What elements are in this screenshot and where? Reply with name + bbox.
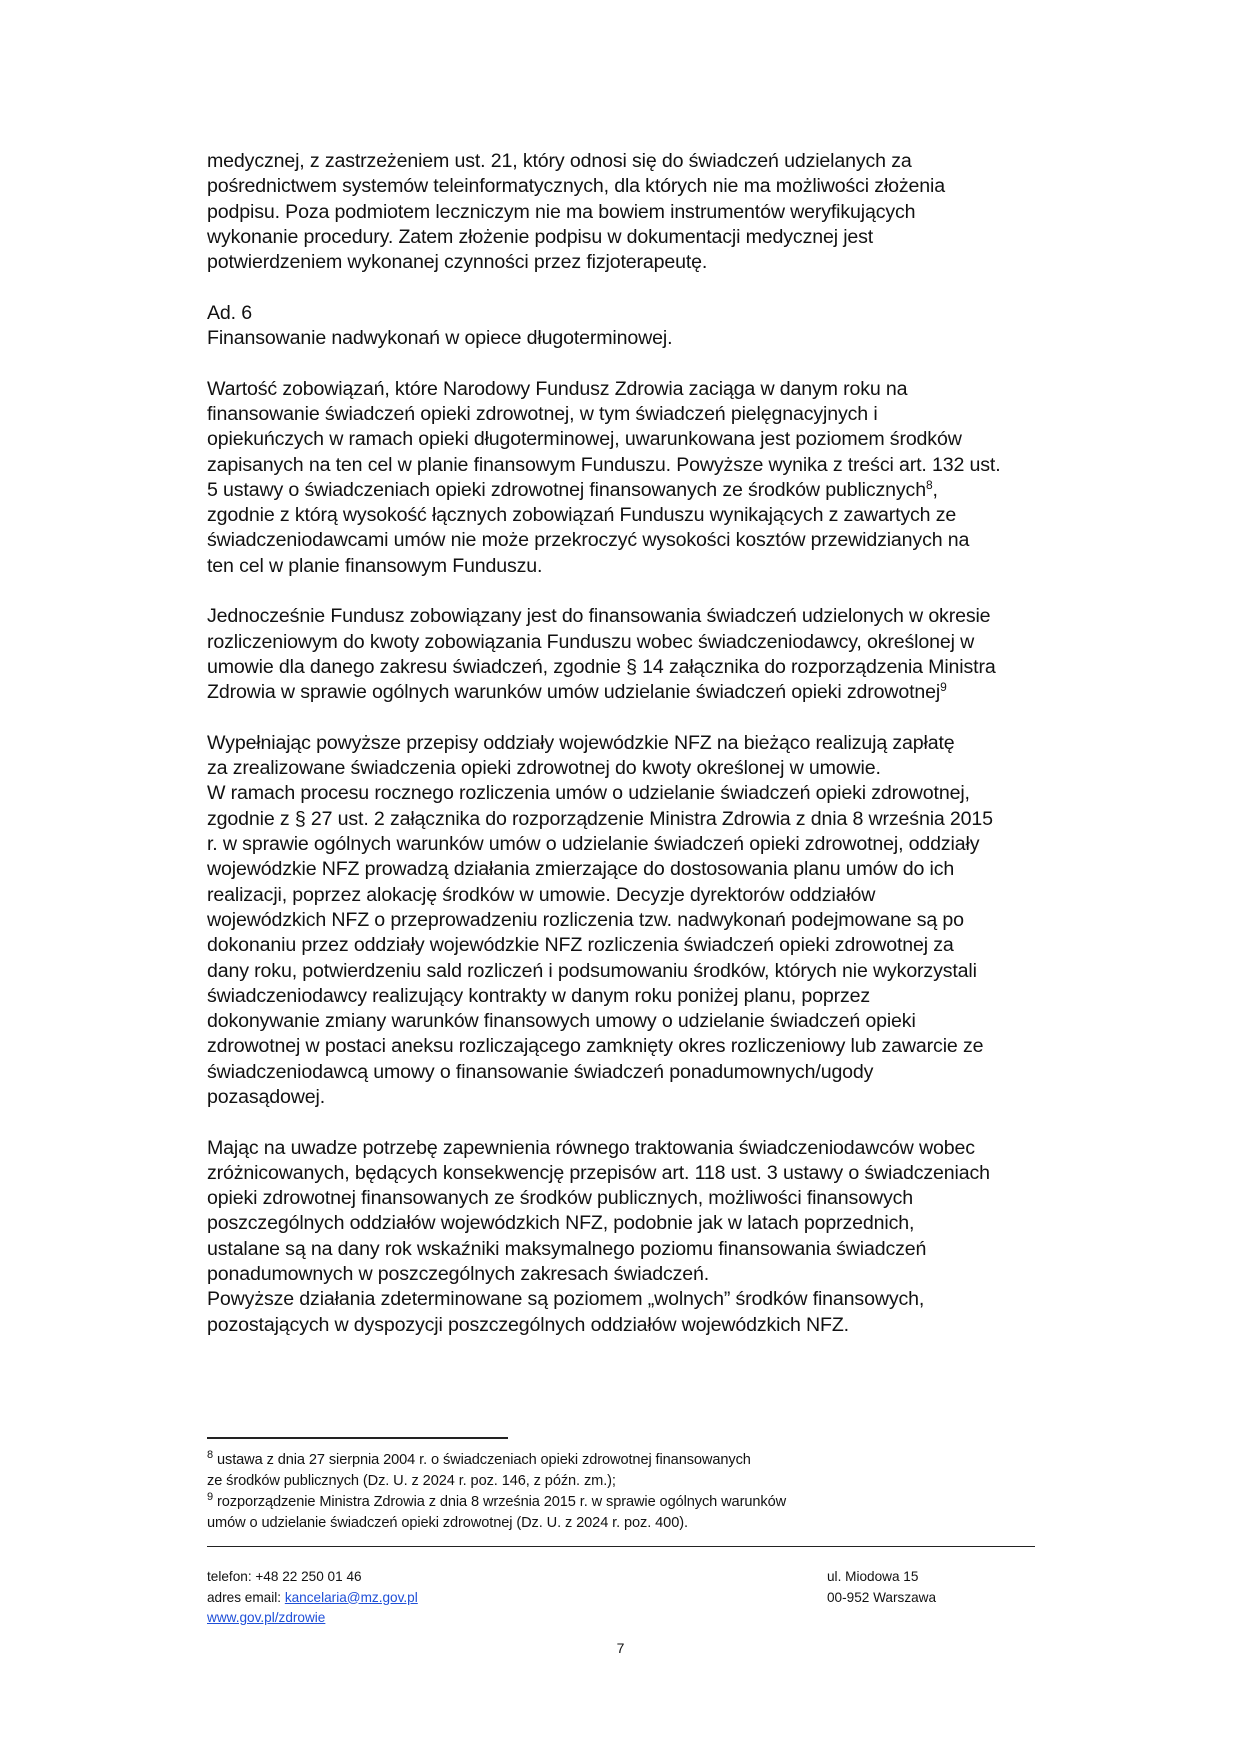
paragraph-line: medycznej, z zastrzeżeniem ust. 21, który odnosi się do świadczeń udzielanych za — [207, 150, 912, 172]
paragraph-line: dokonywanie zmiany warunków finansowych umowy o udzielanie świadczeń opieki — [207, 1010, 916, 1033]
footnote-8-cont: ze środków publicznych (Dz. U. z 2024 r. poz. 146, z późn. zm.); — [207, 1473, 616, 1489]
paragraph-line: ten cel w planie finansowym Funduszu. — [207, 554, 543, 577]
section-label: Ad. 6 — [207, 301, 253, 324]
line-text: Zdrowia w sprawie ogólnych warunków umów udzielanie świadczeń opieki zdrowotnej — [207, 681, 941, 704]
paragraph-line: potwierdzeniem wykonanej czynności przez fizjoterapeutę. — [207, 251, 708, 274]
footnote-9-cont: umów o udzielanie świadczeń opieki zdrowotnej (Dz. U. z 2024 r. poz. 400). — [207, 1515, 688, 1531]
line-text: 5 ustawy o świadczeniach opieki zdrowotnej finansowanych ze środków publicznych — [207, 478, 926, 501]
paragraph-line: zdrowotnej w postaci aneksu rozliczającego zamknięty okres rozliczeniowy lub zawarcie ze — [207, 1035, 984, 1058]
paragraph-line — [207, 478, 1037, 503]
paragraph-line: pozostających w dyspozycji poszczególnych oddziałów wojewódzkich NFZ. — [207, 1313, 849, 1336]
paragraph-line: finansowanie świadczeń opieki zdrowotnej, w tym świadczeń pielęgnacyjnych i — [207, 402, 878, 425]
footnote-ref-8[interactable]: 8 — [925, 477, 933, 492]
footnote-ref-9[interactable]: 9 — [940, 680, 947, 695]
paragraph-line: zróżnicowanych, będących konsekwencję przepisów art. 118 ust. 3 ustawy o świadczeniach — [207, 1161, 990, 1184]
paragraph-line: opieki zdrowotnej finansowanych ze środków publicznych, możliwości finansowych — [207, 1187, 913, 1210]
paragraph-line: W ramach procesu rocznego rozliczenia umów o udzielanie świadczeń opieki zdrowotnej, — [207, 782, 970, 805]
paragraph-line: pośrednictwem systemów teleinformatycznych, dla których nie ma możliwości złożenia — [207, 175, 945, 198]
footnotes — [207, 1450, 1037, 1534]
paragraph-line — [207, 680, 1037, 705]
paragraph-line: Powyższe działania zdeterminowane są poziomem „wolnych” środków finansowych, — [207, 1288, 925, 1311]
footnote-text: rozporządzenie Ministra Zdrowia z dnia 8 września 2015 r. w sprawie ogólnych warunków — [213, 1494, 787, 1510]
paragraph-line: Jednocześnie Fundusz zobowiązany jest do finansowania świadczeń udzielonych w okresie — [207, 605, 991, 628]
paragraph-line: umowie dla danego zakresu świadczeń, zgodnie § 14 załącznika do rozporządzenia Ministra — [207, 655, 996, 678]
footnote-8 — [207, 1450, 1037, 1471]
paragraph-line: Wartość zobowiązań, które Narodowy Fundusz Zdrowia zaciąga w danym roku na — [207, 377, 908, 400]
page-number: 7 — [616, 1640, 625, 1656]
paragraph-line: podpisu. Poza podmiotem leczniczym nie ma bowiem instrumentów weryfikujących — [207, 200, 916, 223]
paragraph-line: wojewódzkich NFZ o przeprowadzeniu rozliczenia tzw. nadwykonań podejmowane są po — [207, 908, 964, 931]
paragraph-line: dokonaniu przez oddziały wojewódzkie NFZ rozliczenia świadczeń opieki zdrowotnej za — [207, 934, 954, 957]
paragraph-line: Wypełniając powyższe przepisy oddziały wojewódzkie NFZ na bieżąco realizują zapłatę — [207, 731, 955, 754]
paragraph-line: świadczeniodawcami umów nie może przekroczyć wysokości kosztów przewidzianych na — [207, 529, 970, 552]
postal-address — [827, 1567, 936, 1608]
city-address: 00-952 Warszawa — [827, 1589, 937, 1605]
body-text — [207, 149, 1037, 1338]
paragraph-line: zgodnie z § 27 ust. 2 załącznika do rozporządzenie Ministra Zdrowia z dnia 8 września 2015 — [207, 807, 993, 830]
contact-info — [207, 1567, 418, 1629]
website-link[interactable]: www.gov.pl/zdrowie — [207, 1610, 326, 1625]
paragraph-line: opiekuńczych w ramach opieki długoterminowej, uwarunkowana jest poziomem środków — [207, 428, 962, 451]
email-label: adres email: — [207, 1589, 285, 1605]
paragraph-line: ustalane są na dany rok wskaźniki maksymalnego poziomu finansowania świadczeń — [207, 1237, 927, 1260]
email-link[interactable]: kancelaria@mz.gov.pl — [284, 1589, 418, 1605]
email-line — [207, 1588, 418, 1609]
paragraph-line: wykonanie procedury. Zatem złożenie podpisu w dokumentacji medycznej jest — [207, 225, 874, 248]
section-title: Finansowanie nadwykonań w opiece długoterminowej. — [207, 327, 673, 350]
footnote-text: ustawa z dnia 27 sierpnia 2004 r. o świadczeniach opieki zdrowotnej finansowanych — [213, 1452, 751, 1468]
paragraph-line: ponadumownych w poszczególnych zakresach świadczeń. — [207, 1263, 710, 1286]
paragraph-line: rozliczeniowym do kwoty zobowiązania Funduszu wobec świadczeniodawcy, określonej w — [207, 630, 975, 653]
paragraph-line: poszczególnych oddziałów wojewódzkich NFZ, podobnie jak w latach poprzednich, — [207, 1212, 915, 1235]
footnote-9 — [207, 1492, 1037, 1513]
footnote-separator — [207, 1437, 508, 1439]
footer-divider — [207, 1546, 1035, 1547]
paragraph-line: pozasądowej. — [207, 1085, 326, 1108]
paragraph-line: zapisanych na ten cel w planie finansowym Funduszu. Powyższe wynika z treści art. 132 ust. — [207, 453, 1001, 476]
paragraph-line: świadczeniodawcą umowy o finansowanie świadczeń ponadumownych/ugody — [207, 1060, 874, 1083]
footnote-mark: 8 — [207, 1449, 214, 1461]
paragraph-line: za zrealizowane świadczenia opieki zdrowotnej do kwoty określonej w umowie. — [207, 757, 881, 780]
phone-number: telefon: +48 22 250 01 46 — [207, 1569, 362, 1584]
line-text: , — [932, 478, 938, 501]
footnote-mark: 9 — [207, 1491, 214, 1503]
street-address: ul. Miodowa 15 — [827, 1569, 919, 1584]
paragraph-line: zgodnie z którą wysokość łącznych zobowiązań Funduszu wynikających z zawartych ze — [207, 504, 957, 527]
website-line — [207, 1608, 418, 1629]
paragraph-line: świadczeniodawcy realizujący kontrakty w danym roku poniżej planu, poprzez — [207, 984, 871, 1007]
paragraph-line: realizacji, poprzez alokację środków w umowie. Decyzje dyrektorów oddziałów — [207, 883, 876, 906]
paragraph-line: wojewódzkie NFZ prowadzą działania zmierzające do dostosowania planu umów do ich — [207, 858, 955, 881]
paragraph-line: Mając na uwadze potrzebę zapewnienia równego traktowania świadczeniodawców wobec — [207, 1136, 975, 1159]
paragraph-line: dany roku, potwierdzeniu sald rozliczeń i podsumowaniu środków, których nie wykorzystali — [207, 959, 977, 982]
paragraph-line: r. w sprawie ogólnych warunków umów o udzielanie świadczeń opieki zdrowotnej, oddziały — [207, 833, 980, 856]
